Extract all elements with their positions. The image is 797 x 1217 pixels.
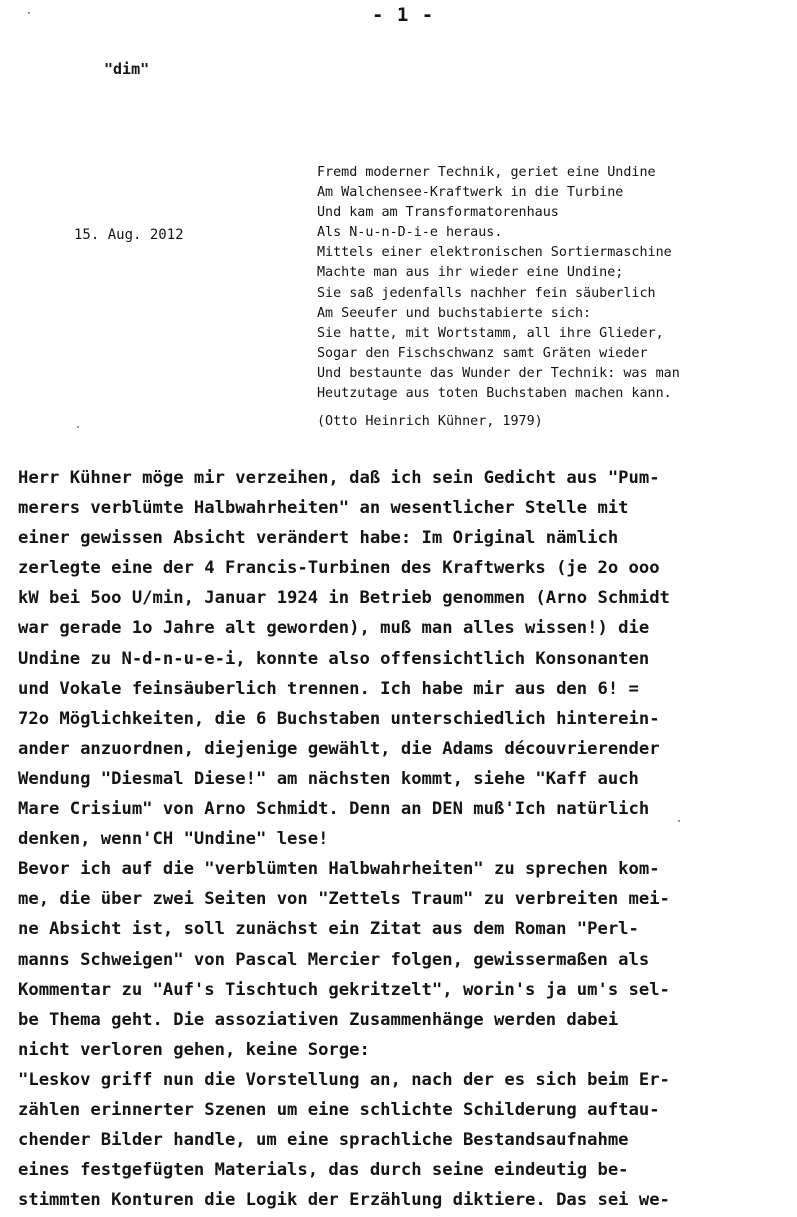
body-line: 72o Möglichkeiten, die 6 Buchstaben unterschiedlich hinterein-: [18, 708, 660, 729]
scan-speck: [678, 820, 680, 822]
poem-line: Sie hatte, mit Wortstamm, all ihre Glieder,: [317, 325, 664, 341]
document-title: "dim": [104, 60, 150, 78]
scan-speck: [28, 12, 30, 14]
body-line: einer gewissen Absicht verändert habe: Im Original nämlich: [18, 528, 619, 549]
body-line: ander anzuordnen, diejenige gewählt, die Adams découvrierender: [18, 738, 660, 759]
body-line: war gerade 1o Jahre alt geworden), muß man alles wissen!) die: [18, 618, 650, 639]
body-line: Undine zu N-d-n-u-e-i, konnte also offensichtlich Konsonanten: [18, 648, 650, 669]
body-line: Mare Crisium" von Arno Schmidt. Denn an DEN muß'Ich natürlich: [18, 799, 650, 820]
body-line: und Vokale feinsäuberlich trennen. Ich habe mir aus den 6! =: [18, 678, 639, 699]
poem-line: Und kam am Transformatorenhaus: [317, 205, 559, 221]
body-line: Wendung "Diesmal Diese!" am nächsten kommt, siehe "Kaff auch: [18, 768, 639, 789]
poem-line: Sie saß jedenfalls nachher fein säuberlich: [317, 285, 656, 301]
body-line: chender Bilder handle, um eine sprachliche Bestandsaufnahme: [18, 1130, 629, 1151]
poem-line: Heutzutage aus toten Buchstaben machen kann.: [317, 386, 672, 402]
poem-line: Als N-u-n-D-i-e heraus.: [317, 225, 503, 241]
body-line: me, die über zwei Seiten von "Zettels Traum" zu verbreiten mei-: [18, 889, 670, 910]
body-line: Kommentar zu "Auf's Tischtuch gekritzelt", worin's ja um's sel-: [18, 979, 670, 1000]
body-line: "Leskov griff nun die Vorstellung an, nach der es sich beim Er-: [18, 1069, 670, 1090]
poem-line: Und bestaunte das Wunder der Technik: was man: [317, 365, 680, 381]
body-line: Bevor ich auf die "verblümten Halbwahrheiten" zu sprechen kom-: [18, 859, 660, 880]
poem-line: Mittels einer elektronischen Sortiermaschine: [317, 245, 672, 261]
poem-line: Machte man aus ihr wieder eine Undine;: [317, 265, 624, 281]
document-date: 15. Aug. 2012: [74, 227, 184, 243]
poem-attribution: (Otto Heinrich Kühner, 1979): [317, 414, 543, 430]
body-line: nicht verloren gehen, keine Sorge:: [18, 1039, 370, 1060]
body-line: denken, wenn'CH "Undine" lese!: [18, 829, 329, 850]
poem-line: Sogar den Fischschwanz samt Gräten wieder: [317, 345, 648, 361]
body-line: manns Schweigen" von Pascal Mercier folgen, gewissermaßen als: [18, 949, 650, 970]
scan-speck: [77, 426, 79, 428]
body-line: Herr Kühner möge mir verzeihen, daß ich sein Gedicht aus "Pum-: [18, 468, 660, 488]
body-line: eines festgefügten Materials, das durch seine eindeutig be-: [18, 1160, 629, 1181]
body-line: be Thema geht. Die assoziativen Zusammenhänge werden dabei: [18, 1009, 619, 1030]
poem-line: Am Walchensee-Kraftwerk in die Turbine: [317, 185, 624, 201]
body-line: kW bei 5oo U/min, Januar 1924 in Betrieb genommen (Arno Schmidt: [18, 588, 670, 609]
page-number: - 1 -: [372, 4, 435, 26]
body-line: merers verblümte Halbwahrheiten" an wesentlicher Stelle mit: [18, 498, 629, 519]
poem-line: Am Seeufer und buchstabierte sich:: [317, 305, 592, 321]
poem-line: Fremd moderner Technik, geriet eine Undine: [317, 165, 656, 180]
body-line: stimmten Konturen die Logik der Erzählung diktiere. Das sei we-: [18, 1190, 670, 1211]
body-line: zerlegte eine der 4 Francis-Turbinen des Kraftwerks (je 2o ooo: [18, 558, 660, 579]
body-text: [18, 463, 793, 1215]
poem-block: [317, 163, 787, 432]
body-line: ne Absicht ist, soll zunächst ein Zitat aus dem Roman "Perl-: [18, 919, 639, 940]
body-line: zählen erinnerter Szenen um eine schlichte Schilderung auftau-: [18, 1099, 660, 1120]
